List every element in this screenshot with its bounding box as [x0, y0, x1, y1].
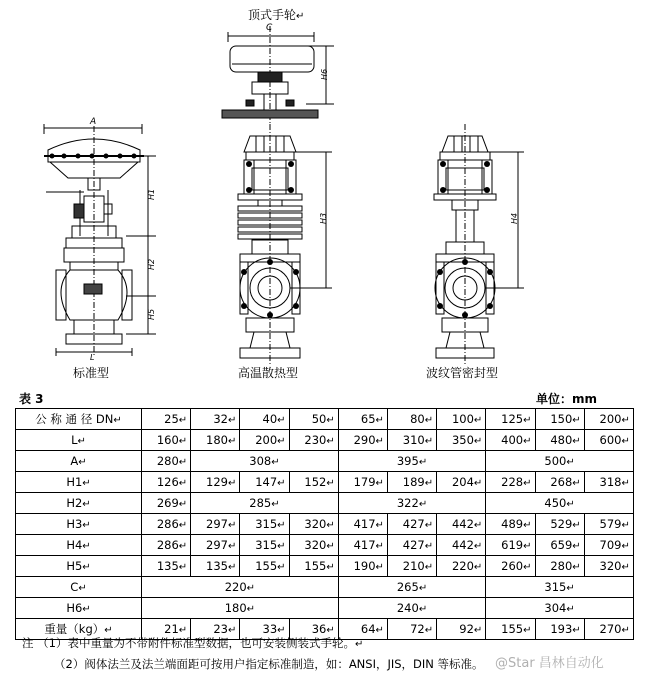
caption-high-temp: 高温散热型 [238, 366, 299, 380]
value-cell: 290↵ [338, 430, 387, 451]
value-cell: 400↵ [486, 430, 535, 451]
dn-cell: 150↵ [535, 409, 584, 430]
spec-table-body [16, 409, 634, 640]
value-cell: 240↵ [338, 598, 486, 619]
value-cell: 442↵ [437, 535, 486, 556]
value-cell: 500↵ [486, 451, 634, 472]
dn-cell: 80↵ [387, 409, 436, 430]
dim-label-c: C [266, 23, 273, 33]
table-unit: 单位：mm [536, 392, 598, 406]
value-cell: 204↵ [437, 472, 486, 493]
value-cell: 147↵ [240, 472, 289, 493]
row-label: H1↵ [16, 472, 142, 493]
value-cell: 619↵ [486, 535, 535, 556]
table-row [16, 535, 634, 556]
value-cell: 269↵ [142, 493, 191, 514]
dn-cell: 40↵ [240, 409, 289, 430]
value-cell: 228↵ [486, 472, 535, 493]
value-cell: 304↵ [486, 598, 634, 619]
spec-table [15, 408, 634, 640]
value-cell: 33↵ [240, 619, 289, 640]
caption-bellows: 波纹管密封型 [426, 366, 499, 380]
value-cell: 129↵ [191, 472, 240, 493]
value-cell: 160↵ [142, 430, 191, 451]
dim-label-h6: H6 [320, 68, 330, 81]
value-cell: 489↵ [486, 514, 535, 535]
value-cell: 442↵ [437, 514, 486, 535]
row-label: A↵ [16, 451, 142, 472]
value-cell: 318↵ [584, 472, 633, 493]
row-label: H4↵ [16, 535, 142, 556]
dim-label-l: L [90, 353, 95, 362]
dim-label-a: A [90, 117, 97, 127]
value-cell: 417↵ [338, 514, 387, 535]
value-cell: 297↵ [191, 535, 240, 556]
row-label: H2↵ [16, 493, 142, 514]
value-cell: 417↵ [338, 535, 387, 556]
table-title: 表 3 [19, 392, 44, 406]
value-cell: 529↵ [535, 514, 584, 535]
value-cell: 152↵ [289, 472, 338, 493]
value-cell: 427↵ [387, 514, 436, 535]
row-label: H5↵ [16, 556, 142, 577]
value-cell: 320↵ [289, 535, 338, 556]
table-row [16, 493, 634, 514]
value-cell: 286↵ [142, 535, 191, 556]
value-cell: 23↵ [191, 619, 240, 640]
value-cell: 322↵ [338, 493, 486, 514]
value-cell: 480↵ [535, 430, 584, 451]
dn-cell: 32↵ [191, 409, 240, 430]
value-cell: 297↵ [191, 514, 240, 535]
top-handwheel-drawing [222, 26, 334, 124]
table-row [16, 514, 634, 535]
note-1: 注 （1）表中重量为不带附件标准型数据，也可安装侧装式手轮。↵ [22, 636, 364, 650]
caption-top-handwheel: 顶式手轮↵ [248, 8, 305, 22]
value-cell: 189↵ [387, 472, 436, 493]
value-cell: 180↵ [142, 598, 339, 619]
table-row [16, 409, 634, 430]
value-cell: 210↵ [387, 556, 436, 577]
value-cell: 64↵ [338, 619, 387, 640]
value-cell: 155↵ [486, 619, 535, 640]
row-label: L↵ [16, 430, 142, 451]
value-cell: 36↵ [289, 619, 338, 640]
value-cell: 659↵ [535, 535, 584, 556]
row-label: 公 称 通 径 DN↵ [16, 409, 142, 430]
value-cell: 280↵ [535, 556, 584, 577]
row-label: 重量（kg）↵ [16, 619, 142, 640]
value-cell: 579↵ [584, 514, 633, 535]
value-cell: 709↵ [584, 535, 633, 556]
value-cell: 92↵ [437, 619, 486, 640]
value-cell: 270↵ [584, 619, 633, 640]
value-cell: 315↵ [486, 577, 634, 598]
dim-label-h4: H4 [510, 212, 520, 225]
value-cell: 427↵ [387, 535, 436, 556]
value-cell: 230↵ [289, 430, 338, 451]
value-cell: 320↵ [289, 514, 338, 535]
value-cell: 286↵ [142, 514, 191, 535]
value-cell: 450↵ [486, 493, 634, 514]
row-label: C↵ [16, 577, 142, 598]
value-cell: 220↵ [142, 577, 339, 598]
dim-label-h5: H5 [147, 308, 157, 321]
caption-standard: 标准型 [73, 366, 110, 380]
table-row [16, 430, 634, 451]
value-cell: 395↵ [338, 451, 486, 472]
value-cell: 21↵ [142, 619, 191, 640]
row-label: H6↵ [16, 598, 142, 619]
value-cell: 600↵ [584, 430, 633, 451]
value-cell: 135↵ [142, 556, 191, 577]
value-cell: 350↵ [437, 430, 486, 451]
dn-cell: 125↵ [486, 409, 535, 430]
dn-cell: 50↵ [289, 409, 338, 430]
value-cell: 280↵ [142, 451, 191, 472]
value-cell: 308↵ [191, 451, 339, 472]
value-cell: 180↵ [191, 430, 240, 451]
row-label: H3↵ [16, 514, 142, 535]
value-cell: 260↵ [486, 556, 535, 577]
dim-label-h1: H1 [147, 188, 157, 201]
standard-valve-drawing [44, 124, 156, 356]
value-cell: 265↵ [338, 577, 486, 598]
value-cell: 155↵ [289, 556, 338, 577]
table-row [16, 556, 634, 577]
value-cell: 126↵ [142, 472, 191, 493]
value-cell: 320↵ [584, 556, 633, 577]
dn-cell: 25↵ [142, 409, 191, 430]
value-cell: 190↵ [338, 556, 387, 577]
table-row [16, 598, 634, 619]
value-cell: 220↵ [437, 556, 486, 577]
value-cell: 179↵ [338, 472, 387, 493]
value-cell: 268↵ [535, 472, 584, 493]
table-row [16, 451, 634, 472]
value-cell: 193↵ [535, 619, 584, 640]
dn-cell: 200↵ [584, 409, 633, 430]
value-cell: 315↵ [240, 514, 289, 535]
note-2: （2）阀体法兰及法兰端面距可按用户指定标准制造，如：ANSI，JIS，DIN 等标准。 [54, 657, 484, 671]
high-temp-valve-drawing [238, 124, 332, 365]
value-cell: 285↵ [191, 493, 339, 514]
dn-cell: 100↵ [437, 409, 486, 430]
value-cell: 315↵ [240, 535, 289, 556]
table-row [16, 472, 634, 493]
dim-label-h3: H3 [319, 212, 329, 225]
dim-label-h2: H2 [147, 258, 157, 271]
value-cell: 72↵ [387, 619, 436, 640]
value-cell: 135↵ [191, 556, 240, 577]
bellows-valve-drawing [434, 124, 524, 365]
table-row [16, 577, 634, 598]
watermark: @Star 昌林自动化 [495, 656, 604, 671]
value-cell: 310↵ [387, 430, 436, 451]
dn-cell: 65↵ [338, 409, 387, 430]
value-cell: 155↵ [240, 556, 289, 577]
value-cell: 200↵ [240, 430, 289, 451]
